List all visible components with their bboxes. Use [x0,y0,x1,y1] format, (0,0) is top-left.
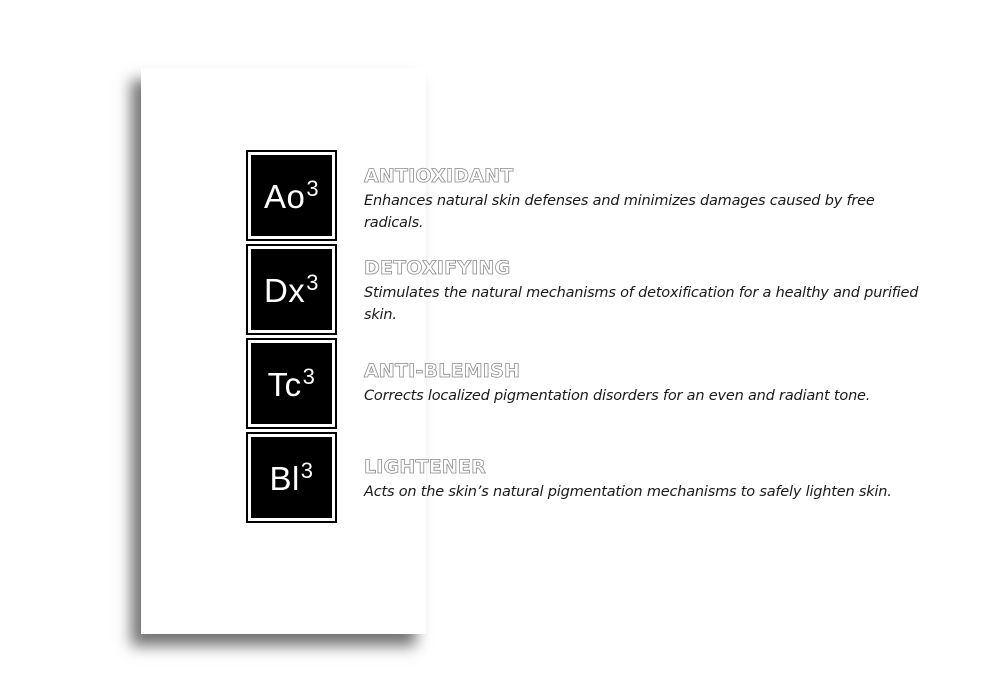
element-tile-lightener [246,432,337,523]
element-superscript: 3 [306,175,320,201]
entry-antioxidant [364,165,964,234]
entry-title: DETOXIFYING [364,257,511,279]
element-superscript: 3 [306,269,320,295]
entry-description: Acts on the skin’s natural pigmentation mechanisms to safely lighten skin. [364,484,892,500]
element-symbol: Dx$^3$ [263,269,320,309]
entry-description: Stimulates the natural mechanisms of detoxification for a healthy and purified skin. [364,285,919,323]
element-tiles [246,150,337,526]
entry-description: Corrects localized pigmentation disorders for an even and radiant tone. [364,388,871,404]
element-tile-anti-blemish [246,338,337,429]
entry-anti-blemish [364,360,964,407]
element-superscript: 3 [302,363,316,389]
entry-detoxifying [364,257,964,326]
element-symbol: Ao$^3$ [263,175,320,215]
element-symbol: Bl$^3$ [269,457,314,497]
element-symbol: Tc$^3$ [267,363,316,403]
entry-lightener [364,456,964,503]
entry-title: LIGHTENER [364,456,486,478]
element-tile-face [251,249,332,330]
element-superscript: 3 [300,457,314,483]
element-tile-face [251,437,332,518]
element-tile-face [251,155,332,236]
element-tile-detoxifying [246,244,337,335]
entry-description: Enhances natural skin defenses and minimizes damages caused by free radicals. [364,193,875,231]
element-tile-face [251,343,332,424]
element-tile-antioxidant [246,150,337,241]
entry-title: ANTIOXIDANT [364,165,514,187]
entry-title: ANTI-BLEMISH [364,360,521,382]
